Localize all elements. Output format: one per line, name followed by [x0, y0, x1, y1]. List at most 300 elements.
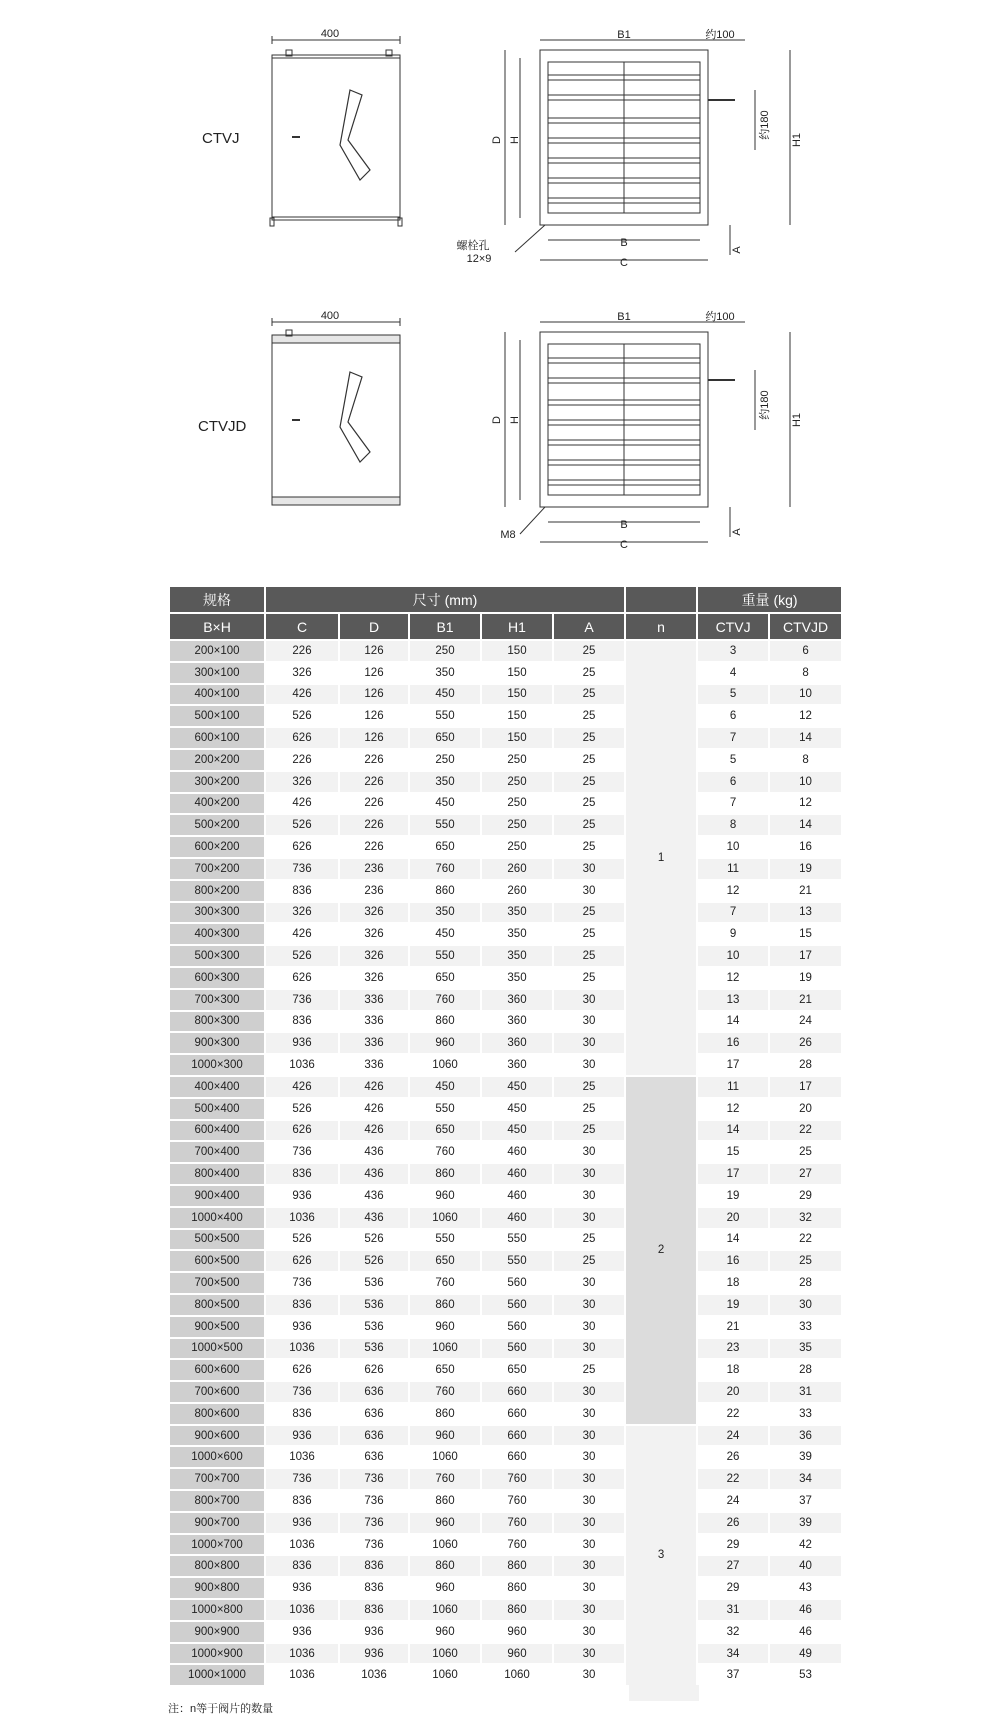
cell-dim: 250 — [481, 793, 553, 815]
table-row — [170, 705, 842, 727]
header-row-1 — [170, 587, 842, 613]
cell-dim: 550 — [409, 705, 481, 727]
ctvjd-technical-drawing — [0, 290, 1000, 570]
cell-dim: 1060 — [409, 1446, 481, 1468]
cell-spec: 800×300 — [170, 1011, 265, 1033]
cell-dim: 30 — [553, 1141, 625, 1163]
cell-dim: 360 — [481, 1011, 553, 1033]
cell-dim: 25 — [553, 727, 625, 749]
cell-spec: 900×400 — [170, 1185, 265, 1207]
cell-dim: 836 — [339, 1555, 409, 1577]
table-row — [170, 1490, 842, 1512]
cell-dim: 550 — [409, 1098, 481, 1120]
table-row — [170, 1098, 842, 1120]
ctvj-dim-c: C — [620, 257, 628, 269]
cell-dim: 736 — [339, 1534, 409, 1556]
cell-weight-ctvjd: 39 — [769, 1446, 842, 1468]
cell-n: 2 — [625, 1076, 697, 1425]
cell-dim: 936 — [265, 1032, 339, 1054]
cell-dim: 960 — [409, 1425, 481, 1447]
cell-dim: 30 — [553, 989, 625, 1011]
cell-weight-ctvj: 31 — [697, 1599, 769, 1621]
cell-dim: 326 — [265, 662, 339, 684]
cell-dim: 426 — [339, 1098, 409, 1120]
ctvjd-dim-a: A — [731, 528, 743, 536]
cell-weight-ctvjd: 8 — [769, 662, 842, 684]
table-row — [170, 1229, 842, 1251]
cell-spec: 300×300 — [170, 902, 265, 924]
cell-dim: 1060 — [481, 1664, 553, 1686]
cell-dim: 836 — [265, 1294, 339, 1316]
cell-spec: 1000×800 — [170, 1599, 265, 1621]
cell-weight-ctvjd: 20 — [769, 1098, 842, 1120]
table-row — [170, 1185, 842, 1207]
cell-weight-ctvj: 7 — [697, 727, 769, 749]
table-row — [170, 1664, 842, 1686]
table-row — [170, 662, 842, 684]
cell-spec: 700×500 — [170, 1272, 265, 1294]
cell-dim: 626 — [265, 836, 339, 858]
cell-spec: 900×300 — [170, 1032, 265, 1054]
table-row — [170, 1032, 842, 1054]
cell-spec: 900×800 — [170, 1577, 265, 1599]
cell-weight-ctvj: 12 — [697, 967, 769, 989]
cell-weight-ctvj: 3 — [697, 640, 769, 662]
col-ctvj: CTVJ — [697, 613, 769, 640]
cell-spec: 200×100 — [170, 640, 265, 662]
cell-spec: 300×200 — [170, 771, 265, 793]
cell-dim: 236 — [339, 880, 409, 902]
cell-dim: 626 — [265, 1359, 339, 1381]
cell-dim: 126 — [339, 705, 409, 727]
cell-weight-ctvj: 29 — [697, 1577, 769, 1599]
cell-spec: 700×200 — [170, 858, 265, 880]
cell-spec: 800×400 — [170, 1163, 265, 1185]
cell-dim: 450 — [481, 1120, 553, 1142]
cell-dim: 25 — [553, 640, 625, 662]
cell-dim: 30 — [553, 1403, 625, 1425]
cell-dim: 736 — [339, 1512, 409, 1534]
cell-dim: 450 — [409, 1076, 481, 1098]
spec-table-body — [170, 640, 842, 1686]
cell-dim: 1060 — [409, 1338, 481, 1360]
table-row — [170, 1534, 842, 1556]
cell-weight-ctvjd: 22 — [769, 1229, 842, 1251]
cell-weight-ctvj: 22 — [697, 1403, 769, 1425]
cell-dim: 760 — [481, 1468, 553, 1490]
cell-dim: 25 — [553, 923, 625, 945]
cell-weight-ctvjd: 26 — [769, 1032, 842, 1054]
cell-weight-ctvj: 21 — [697, 1316, 769, 1338]
cell-dim: 526 — [339, 1229, 409, 1251]
cell-dim: 326 — [339, 923, 409, 945]
cell-dim: 350 — [481, 923, 553, 945]
table-row — [170, 1446, 842, 1468]
table-row — [170, 749, 842, 771]
cell-dim: 250 — [481, 749, 553, 771]
cell-dim: 25 — [553, 1359, 625, 1381]
ctvj-side-dim: 400 — [320, 28, 340, 40]
cell-weight-ctvj: 9 — [697, 923, 769, 945]
cell-spec: 1000×300 — [170, 1054, 265, 1076]
model-label-ctvjd: CTVJD — [198, 418, 247, 435]
table-row — [170, 727, 842, 749]
cell-dim: 25 — [553, 814, 625, 836]
cell-dim: 30 — [553, 1381, 625, 1403]
cell-dim: 350 — [481, 967, 553, 989]
cell-weight-ctvj: 7 — [697, 793, 769, 815]
table-row — [170, 771, 842, 793]
cell-dim: 30 — [553, 1425, 625, 1447]
cell-weight-ctvj: 14 — [697, 1120, 769, 1142]
cell-spec: 500×500 — [170, 1229, 265, 1251]
cell-weight-ctvjd: 29 — [769, 1185, 842, 1207]
cell-dim: 760 — [409, 1381, 481, 1403]
spec-table — [170, 587, 843, 1687]
cell-dim: 536 — [339, 1272, 409, 1294]
cell-dim: 560 — [481, 1338, 553, 1360]
cell-dim: 650 — [409, 836, 481, 858]
cell-dim: 560 — [481, 1294, 553, 1316]
cell-dim: 1036 — [265, 1599, 339, 1621]
cell-weight-ctvjd: 34 — [769, 1468, 842, 1490]
ctvj-dim-a: A — [731, 246, 743, 254]
cell-dim: 30 — [553, 1468, 625, 1490]
table-row — [170, 858, 842, 880]
table-row — [170, 1425, 842, 1447]
cell-dim: 660 — [481, 1446, 553, 1468]
cell-dim: 126 — [339, 684, 409, 706]
cell-weight-ctvjd: 43 — [769, 1577, 842, 1599]
cell-dim: 30 — [553, 1185, 625, 1207]
cell-dim: 736 — [339, 1468, 409, 1490]
table-row — [170, 1643, 842, 1665]
table-row — [170, 814, 842, 836]
cell-dim: 336 — [339, 1011, 409, 1033]
cell-dim: 936 — [265, 1316, 339, 1338]
table-row — [170, 1054, 842, 1076]
cell-dim: 460 — [481, 1207, 553, 1229]
cell-dim: 1060 — [409, 1054, 481, 1076]
ctvj-front-view — [505, 40, 790, 260]
table-row — [170, 1011, 842, 1033]
table-row — [170, 684, 842, 706]
cell-weight-ctvj: 11 — [697, 1076, 769, 1098]
cell-dim: 650 — [481, 1359, 553, 1381]
header-spec: 规格 — [170, 587, 265, 613]
cell-dim: 660 — [481, 1403, 553, 1425]
cell-weight-ctvj: 17 — [697, 1054, 769, 1076]
cell-weight-ctvjd: 37 — [769, 1490, 842, 1512]
cell-dim: 760 — [409, 989, 481, 1011]
cell-dim: 736 — [265, 989, 339, 1011]
cell-weight-ctvjd: 22 — [769, 1120, 842, 1142]
cell-weight-ctvj: 18 — [697, 1272, 769, 1294]
cell-dim: 860 — [481, 1577, 553, 1599]
cell-dim: 550 — [409, 1229, 481, 1251]
cell-weight-ctvj: 5 — [697, 684, 769, 706]
cell-dim: 30 — [553, 858, 625, 880]
footnote: 注：n等于阀片的数量 — [168, 1703, 274, 1715]
cell-dim: 25 — [553, 771, 625, 793]
cell-weight-ctvj: 15 — [697, 1141, 769, 1163]
cell-weight-ctvj: 26 — [697, 1512, 769, 1534]
cell-weight-ctvjd: 8 — [769, 749, 842, 771]
ctvj-dim-d: D — [491, 136, 503, 144]
cell-weight-ctvj: 29 — [697, 1534, 769, 1556]
cell-dim: 226 — [339, 771, 409, 793]
cell-spec: 600×400 — [170, 1120, 265, 1142]
cell-spec: 800×500 — [170, 1294, 265, 1316]
cell-spec: 600×200 — [170, 836, 265, 858]
cell-weight-ctvjd: 21 — [769, 989, 842, 1011]
ctvj-technical-drawing — [0, 0, 1000, 280]
cell-dim: 426 — [339, 1120, 409, 1142]
cell-dim: 736 — [265, 1381, 339, 1403]
cell-spec: 400×300 — [170, 923, 265, 945]
cell-dim: 25 — [553, 967, 625, 989]
table-row — [170, 1294, 842, 1316]
cell-weight-ctvjd: 49 — [769, 1643, 842, 1665]
cell-dim: 960 — [409, 1316, 481, 1338]
cell-dim: 426 — [265, 684, 339, 706]
cell-weight-ctvj: 34 — [697, 1643, 769, 1665]
cell-spec: 800×200 — [170, 880, 265, 902]
cell-dim: 550 — [481, 1229, 553, 1251]
cell-weight-ctvjd: 31 — [769, 1381, 842, 1403]
cell-dim: 936 — [339, 1621, 409, 1643]
cell-dim: 436 — [339, 1141, 409, 1163]
cell-weight-ctvjd: 12 — [769, 793, 842, 815]
cell-weight-ctvjd: 17 — [769, 1076, 842, 1098]
cell-dim: 25 — [553, 1250, 625, 1272]
cell-weight-ctvjd: 14 — [769, 727, 842, 749]
cell-dim: 1036 — [265, 1643, 339, 1665]
cell-weight-ctvjd: 46 — [769, 1599, 842, 1621]
cell-dim: 426 — [265, 793, 339, 815]
cell-dim: 860 — [409, 1403, 481, 1425]
cell-dim: 550 — [409, 945, 481, 967]
cell-spec: 900×600 — [170, 1425, 265, 1447]
cell-dim: 30 — [553, 1512, 625, 1534]
cell-dim: 836 — [265, 880, 339, 902]
cell-dim: 360 — [481, 1032, 553, 1054]
table-row — [170, 1316, 842, 1338]
cell-weight-ctvj: 19 — [697, 1294, 769, 1316]
cell-spec: 600×300 — [170, 967, 265, 989]
table-row — [170, 1468, 842, 1490]
cell-dim: 30 — [553, 880, 625, 902]
cell-dim: 526 — [265, 1229, 339, 1251]
cell-weight-ctvjd: 15 — [769, 923, 842, 945]
drawing-ctvj — [0, 0, 1000, 280]
cell-dim: 326 — [339, 967, 409, 989]
cell-dim: 30 — [553, 1555, 625, 1577]
cell-dim: 836 — [265, 1490, 339, 1512]
cell-spec: 1000×900 — [170, 1643, 265, 1665]
table-row — [170, 1577, 842, 1599]
cell-dim: 150 — [481, 662, 553, 684]
ctvjd-side-dim: 400 — [320, 310, 340, 322]
cell-dim: 30 — [553, 1621, 625, 1643]
cell-dim: 536 — [339, 1338, 409, 1360]
cell-weight-ctvjd: 14 — [769, 814, 842, 836]
cell-dim: 936 — [265, 1621, 339, 1643]
table-row — [170, 640, 842, 662]
cell-n: 3 — [625, 1425, 697, 1687]
cell-dim: 1036 — [265, 1207, 339, 1229]
cell-dim: 25 — [553, 793, 625, 815]
cell-weight-ctvj: 23 — [697, 1338, 769, 1360]
cell-dim: 326 — [265, 771, 339, 793]
cell-dim: 1036 — [265, 1664, 339, 1686]
cell-weight-ctvj: 7 — [697, 902, 769, 924]
cell-dim: 226 — [339, 836, 409, 858]
ctvjd-dim-b: B — [620, 519, 628, 531]
ctvj-dim-h: H — [509, 136, 521, 144]
cell-dim: 1060 — [409, 1643, 481, 1665]
cell-spec: 200×200 — [170, 749, 265, 771]
cell-dim: 960 — [409, 1185, 481, 1207]
cell-weight-ctvj: 17 — [697, 1163, 769, 1185]
cell-dim: 650 — [409, 1120, 481, 1142]
cell-dim: 560 — [481, 1316, 553, 1338]
cell-dim: 30 — [553, 1163, 625, 1185]
cell-spec: 800×800 — [170, 1555, 265, 1577]
cell-weight-ctvj: 22 — [697, 1468, 769, 1490]
cell-dim: 350 — [409, 902, 481, 924]
cell-dim: 226 — [265, 640, 339, 662]
cell-dim: 650 — [409, 1359, 481, 1381]
cell-dim: 660 — [481, 1381, 553, 1403]
cell-dim: 126 — [339, 727, 409, 749]
cell-dim: 350 — [481, 945, 553, 967]
cell-dim: 626 — [265, 727, 339, 749]
cell-weight-ctvjd: 19 — [769, 967, 842, 989]
col-b1: B1 — [409, 613, 481, 640]
cell-weight-ctvjd: 24 — [769, 1011, 842, 1033]
cell-dim: 150 — [481, 640, 553, 662]
cell-dim: 836 — [265, 1403, 339, 1425]
cell-dim: 30 — [553, 1664, 625, 1686]
ctvjd-dim-c: C — [620, 539, 628, 551]
cell-dim: 460 — [481, 1141, 553, 1163]
cell-dim: 1060 — [409, 1664, 481, 1686]
cell-dim: 460 — [481, 1185, 553, 1207]
cell-dim: 736 — [265, 1468, 339, 1490]
cell-dim: 860 — [409, 880, 481, 902]
cell-spec: 500×200 — [170, 814, 265, 836]
cell-dim: 526 — [265, 1098, 339, 1120]
cell-weight-ctvjd: 25 — [769, 1250, 842, 1272]
cell-weight-ctvjd: 32 — [769, 1207, 842, 1229]
cell-weight-ctvj: 27 — [697, 1555, 769, 1577]
cell-dim: 360 — [481, 1054, 553, 1076]
cell-weight-ctvjd: 28 — [769, 1359, 842, 1381]
cell-dim: 760 — [481, 1512, 553, 1534]
cell-weight-ctvj: 11 — [697, 858, 769, 880]
cell-spec: 1000×500 — [170, 1338, 265, 1360]
cell-dim: 1036 — [265, 1446, 339, 1468]
cell-weight-ctvjd: 6 — [769, 640, 842, 662]
cell-dim: 460 — [481, 1163, 553, 1185]
cell-dim: 560 — [481, 1272, 553, 1294]
cell-dim: 860 — [409, 1490, 481, 1512]
cell-dim: 30 — [553, 1054, 625, 1076]
table-row — [170, 1141, 842, 1163]
cell-spec: 600×600 — [170, 1359, 265, 1381]
cell-weight-ctvj: 20 — [697, 1207, 769, 1229]
cell-weight-ctvj: 4 — [697, 662, 769, 684]
ctvj-bolt-label: 螺栓孔 — [456, 240, 490, 252]
ctvjd-dim-about100: 约100 — [705, 311, 735, 323]
cell-dim: 960 — [409, 1621, 481, 1643]
cell-dim: 350 — [481, 902, 553, 924]
cell-dim: 860 — [409, 1163, 481, 1185]
cell-weight-ctvj: 10 — [697, 836, 769, 858]
cell-dim: 736 — [265, 1141, 339, 1163]
cell-dim: 1036 — [265, 1054, 339, 1076]
cell-weight-ctvj: 5 — [697, 749, 769, 771]
table-row — [170, 1555, 842, 1577]
cell-dim: 436 — [339, 1163, 409, 1185]
cell-dim: 636 — [339, 1403, 409, 1425]
cell-dim: 25 — [553, 902, 625, 924]
table-row — [170, 923, 842, 945]
cell-dim: 426 — [339, 1076, 409, 1098]
table-row — [170, 1403, 842, 1425]
cell-weight-ctvj: 13 — [697, 989, 769, 1011]
col-ctvjd: CTVJD — [769, 613, 842, 640]
cell-dim: 250 — [481, 771, 553, 793]
cell-spec: 500×100 — [170, 705, 265, 727]
cell-weight-ctvjd: 17 — [769, 945, 842, 967]
cell-spec: 600×100 — [170, 727, 265, 749]
cell-dim: 626 — [265, 967, 339, 989]
ctvj-dim-b1: B1 — [617, 29, 631, 41]
cell-dim: 250 — [481, 836, 553, 858]
cell-dim: 25 — [553, 1098, 625, 1120]
cell-spec: 900×700 — [170, 1512, 265, 1534]
ctvj-dim-b: B — [620, 237, 628, 249]
cell-dim: 536 — [339, 1294, 409, 1316]
cell-dim: 250 — [409, 640, 481, 662]
cell-weight-ctvjd: 21 — [769, 880, 842, 902]
cell-dim: 250 — [409, 749, 481, 771]
table-row — [170, 1621, 842, 1643]
cell-dim: 25 — [553, 662, 625, 684]
cell-weight-ctvjd: 46 — [769, 1621, 842, 1643]
ctvj-bolt-size: 12×9 — [466, 253, 492, 265]
header-weight: 重量 (kg) — [697, 587, 842, 613]
cell-dim: 226 — [265, 749, 339, 771]
cell-dim: 636 — [339, 1446, 409, 1468]
cell-dim: 150 — [481, 727, 553, 749]
col-c: C — [265, 613, 339, 640]
cell-weight-ctvjd: 35 — [769, 1338, 842, 1360]
cell-spec: 700×300 — [170, 989, 265, 1011]
cell-weight-ctvj: 37 — [697, 1664, 769, 1686]
cell-dim: 250 — [481, 814, 553, 836]
cell-dim: 836 — [265, 1163, 339, 1185]
header-row-2 — [170, 613, 842, 640]
cell-dim: 450 — [481, 1098, 553, 1120]
cell-dim: 25 — [553, 1229, 625, 1251]
ctvjd-dim-about180: 约180 — [759, 390, 771, 420]
col-h1: H1 — [481, 613, 553, 640]
cell-dim: 736 — [265, 858, 339, 880]
ctvjd-dim-b1: B1 — [617, 311, 631, 323]
